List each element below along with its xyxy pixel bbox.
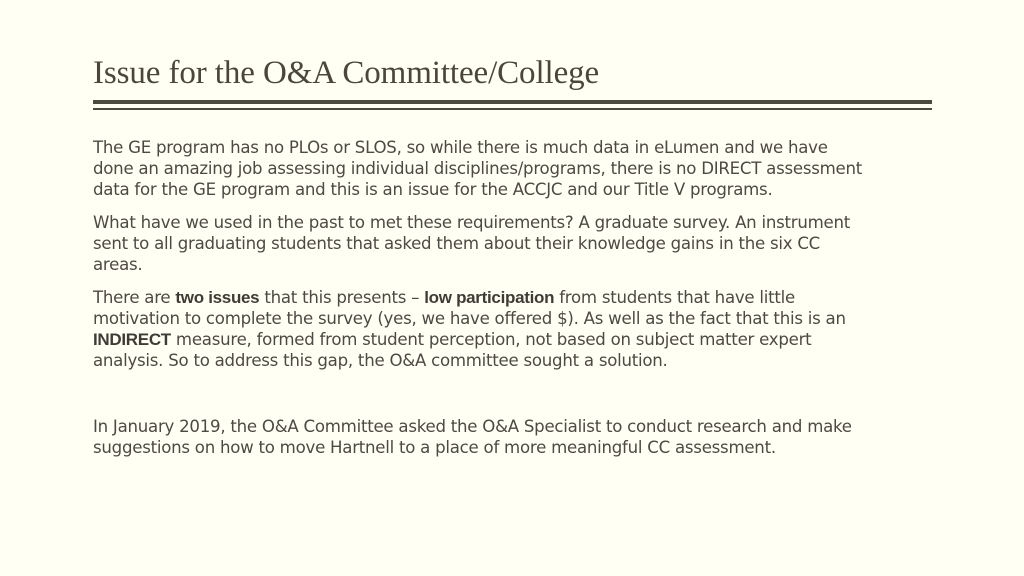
title-divider-thick <box>93 100 932 104</box>
text-line: areas. <box>93 255 143 274</box>
paragraph-graduate-survey <box>93 212 943 275</box>
text-line: What have we used in the past to met these requirements? A graduate survey. An instrument <box>93 213 850 232</box>
text-run: There are <box>93 288 176 307</box>
text-run: from students that have little <box>554 288 795 307</box>
empty-paragraph <box>93 383 943 404</box>
text-line: analysis. So to address this gap, the O&A committee sought a solution. <box>93 351 668 370</box>
text-run: measure, formed from student perception, not based on subject matter expert <box>170 330 812 349</box>
paragraph-two-issues <box>93 287 943 371</box>
text-line: The GE program has no PLOs or SLOS, so while there is much data in eLumen and we have <box>93 138 828 157</box>
text-run: that this presents – <box>259 288 425 307</box>
slide-body <box>93 137 943 470</box>
text-line: suggestions on how to move Hartnell to a place of more meaningful CC assessment. <box>93 438 776 457</box>
title-divider-thin <box>93 108 932 110</box>
text-line: motivation to complete the survey (yes, we have offered $). As well as the fact that this is an <box>93 309 846 328</box>
paragraph-ge-program <box>93 137 943 200</box>
text-line: sent to all graduating students that asked them about their knowledge gains in the six CC <box>93 234 821 253</box>
emphasis-indirect: INDIRECT <box>93 330 171 349</box>
emphasis-two-issues: two issues <box>175 288 260 307</box>
text-line: data for the GE program and this is an issue for the ACCJC and our Title V programs. <box>93 180 773 199</box>
text-line <box>93 287 943 308</box>
paragraph-january-2019 <box>93 416 943 458</box>
emphasis-low-participation: low participation <box>424 288 555 307</box>
text-line: In January 2019, the O&A Committee asked the O&A Specialist to conduct research and make <box>93 417 852 436</box>
text-line <box>93 329 943 350</box>
slide-title: Issue for the O&A Committee/College <box>93 55 600 91</box>
text-line: done an amazing job assessing individual disciplines/programs, there is no DIRECT assessment <box>93 159 863 178</box>
